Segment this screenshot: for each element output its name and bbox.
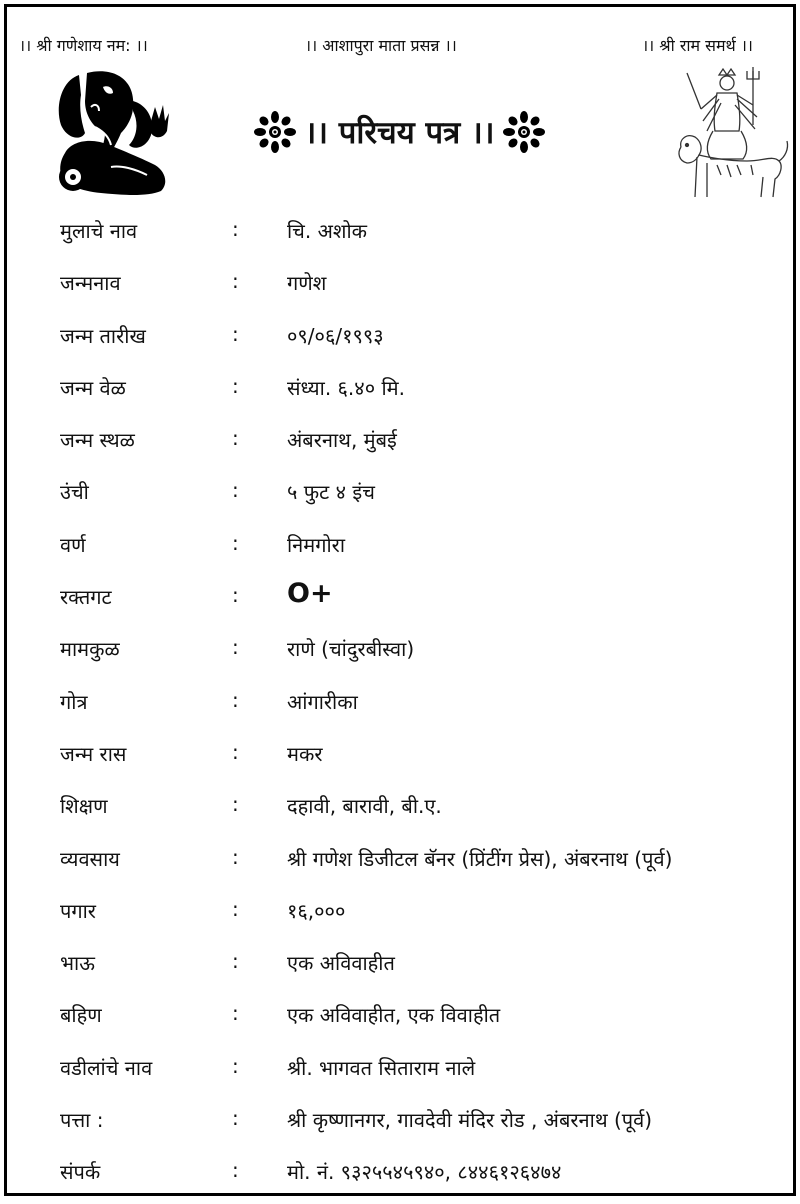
value-education: दहावी, बारावी, बी.ए. xyxy=(287,794,442,819)
value-child-name: चि. अशोक xyxy=(287,219,368,243)
label-birth-name: जन्मनाव xyxy=(60,271,121,296)
value-maternal-clan: राणे (चांदुरबीस्वा) xyxy=(287,637,415,662)
value-birth-place: अंबरनाथ, मुंबई xyxy=(287,428,397,453)
colon-separator: : xyxy=(232,478,239,503)
label-complexion: वर्ण xyxy=(60,532,86,557)
colon-separator: : xyxy=(232,1158,239,1183)
row-birth-time xyxy=(7,362,793,414)
colon-separator: : xyxy=(232,426,239,451)
label-education: शिक्षण xyxy=(60,794,108,819)
colon-separator: : xyxy=(232,269,239,294)
colon-separator: : xyxy=(232,1001,239,1026)
value-birth-date: ०९/०६/१९९३ xyxy=(287,323,384,348)
label-zodiac: जन्म रास xyxy=(60,741,127,766)
colon-separator: : xyxy=(232,1053,239,1078)
row-sister xyxy=(7,989,793,1041)
row-birth-place xyxy=(7,414,793,466)
row-address xyxy=(7,1094,793,1146)
colon-separator: : xyxy=(232,949,239,974)
value-salary: १६,००० xyxy=(287,898,346,923)
label-blood-group: रक्तगट xyxy=(60,585,112,610)
label-contact: संपर्क xyxy=(60,1160,101,1185)
colon-separator: : xyxy=(232,635,239,660)
row-contact xyxy=(7,1146,793,1198)
value-birth-time: संध्या. ६.४० मि. xyxy=(287,375,405,400)
label-birth-date: जन्म तारीख xyxy=(60,323,146,348)
flower-ornament-icon xyxy=(503,111,545,153)
goddess-on-tiger-icon xyxy=(667,65,792,200)
details-list xyxy=(7,205,793,1199)
value-contact: मो. नं. ९३२५५४५९४०, ८४४६१२६४७४ xyxy=(287,1160,562,1185)
colon-separator: : xyxy=(232,687,239,712)
colon-separator: : xyxy=(232,792,239,817)
value-birth-name: गणेश xyxy=(287,271,327,296)
row-complexion xyxy=(7,519,793,571)
row-maternal-clan xyxy=(7,623,793,675)
colon-separator: : xyxy=(232,1106,239,1131)
row-child-name xyxy=(7,205,793,257)
label-salary: पगार xyxy=(60,898,96,923)
label-father-name: वडीलांचे नाव xyxy=(60,1055,153,1080)
label-gotra: गोत्र xyxy=(60,689,88,714)
row-blood-group xyxy=(7,571,793,623)
label-birth-time: जन्म वेळ xyxy=(60,375,126,400)
label-child-name: मुलाचे नाव xyxy=(60,219,138,243)
row-salary xyxy=(7,885,793,937)
value-zodiac: मकर xyxy=(287,741,323,766)
colon-separator: : xyxy=(232,321,239,346)
row-birth-date xyxy=(7,310,793,362)
header-left-blessing: ।। श्री गणेशाय नम: ।। xyxy=(19,36,148,55)
row-brother xyxy=(7,937,793,989)
flower-ornament-icon xyxy=(254,111,296,153)
colon-separator: : xyxy=(232,844,239,869)
value-gotra: आंगारीका xyxy=(287,689,358,714)
label-birth-place: जन्म स्थळ xyxy=(60,428,135,453)
colon-separator: : xyxy=(232,217,239,241)
label-address: पत्ता : xyxy=(60,1108,104,1133)
label-brother: भाऊ xyxy=(60,951,95,976)
ganesh-icon xyxy=(51,67,176,197)
row-occupation xyxy=(7,833,793,885)
header-center-blessing: ।। आशापुरा माता प्रसन्न ।। xyxy=(305,36,457,55)
value-father-name: श्री. भागवत सिताराम नाले xyxy=(287,1055,476,1080)
value-address: श्री कृष्णानगर, गावदेवी मंदिर रोड , अंबरनाथ (पूर्व) xyxy=(287,1108,653,1133)
label-maternal-clan: मामकुळ xyxy=(60,637,120,662)
row-birth-name xyxy=(7,257,793,309)
value-complexion: निमगोरा xyxy=(287,532,346,557)
title-block xyxy=(232,107,567,157)
colon-separator: : xyxy=(232,373,239,398)
row-education xyxy=(7,780,793,832)
row-father-name xyxy=(7,1042,793,1094)
row-zodiac xyxy=(7,728,793,780)
colon-separator: : xyxy=(232,896,239,921)
row-gotra xyxy=(7,676,793,728)
label-occupation: व्यवसाय xyxy=(60,846,120,871)
row-height xyxy=(7,466,793,518)
page-title: ।। परिचय पत्र ।। xyxy=(304,115,495,151)
value-blood-group: O+ xyxy=(287,578,333,610)
value-height: ५ फुट ४ इंच xyxy=(287,480,375,505)
value-brother: एक अविवाहीत xyxy=(287,951,395,976)
biodata-page xyxy=(4,4,796,1196)
label-height: उंची xyxy=(60,480,89,505)
value-sister: एक अविवाहीत, एक विवाहीत xyxy=(287,1003,501,1028)
colon-separator: : xyxy=(232,530,239,555)
value-occupation: श्री गणेश डिजीटल बॅनर (प्रिंटींग प्रेस), अंबरनाथ (पूर्व) xyxy=(287,846,673,871)
header-right-blessing: ।। श्री राम समर्थ ।। xyxy=(642,36,753,55)
colon-separator: : xyxy=(232,583,239,608)
colon-separator: : xyxy=(232,739,239,764)
label-sister: बहिण xyxy=(60,1003,102,1028)
